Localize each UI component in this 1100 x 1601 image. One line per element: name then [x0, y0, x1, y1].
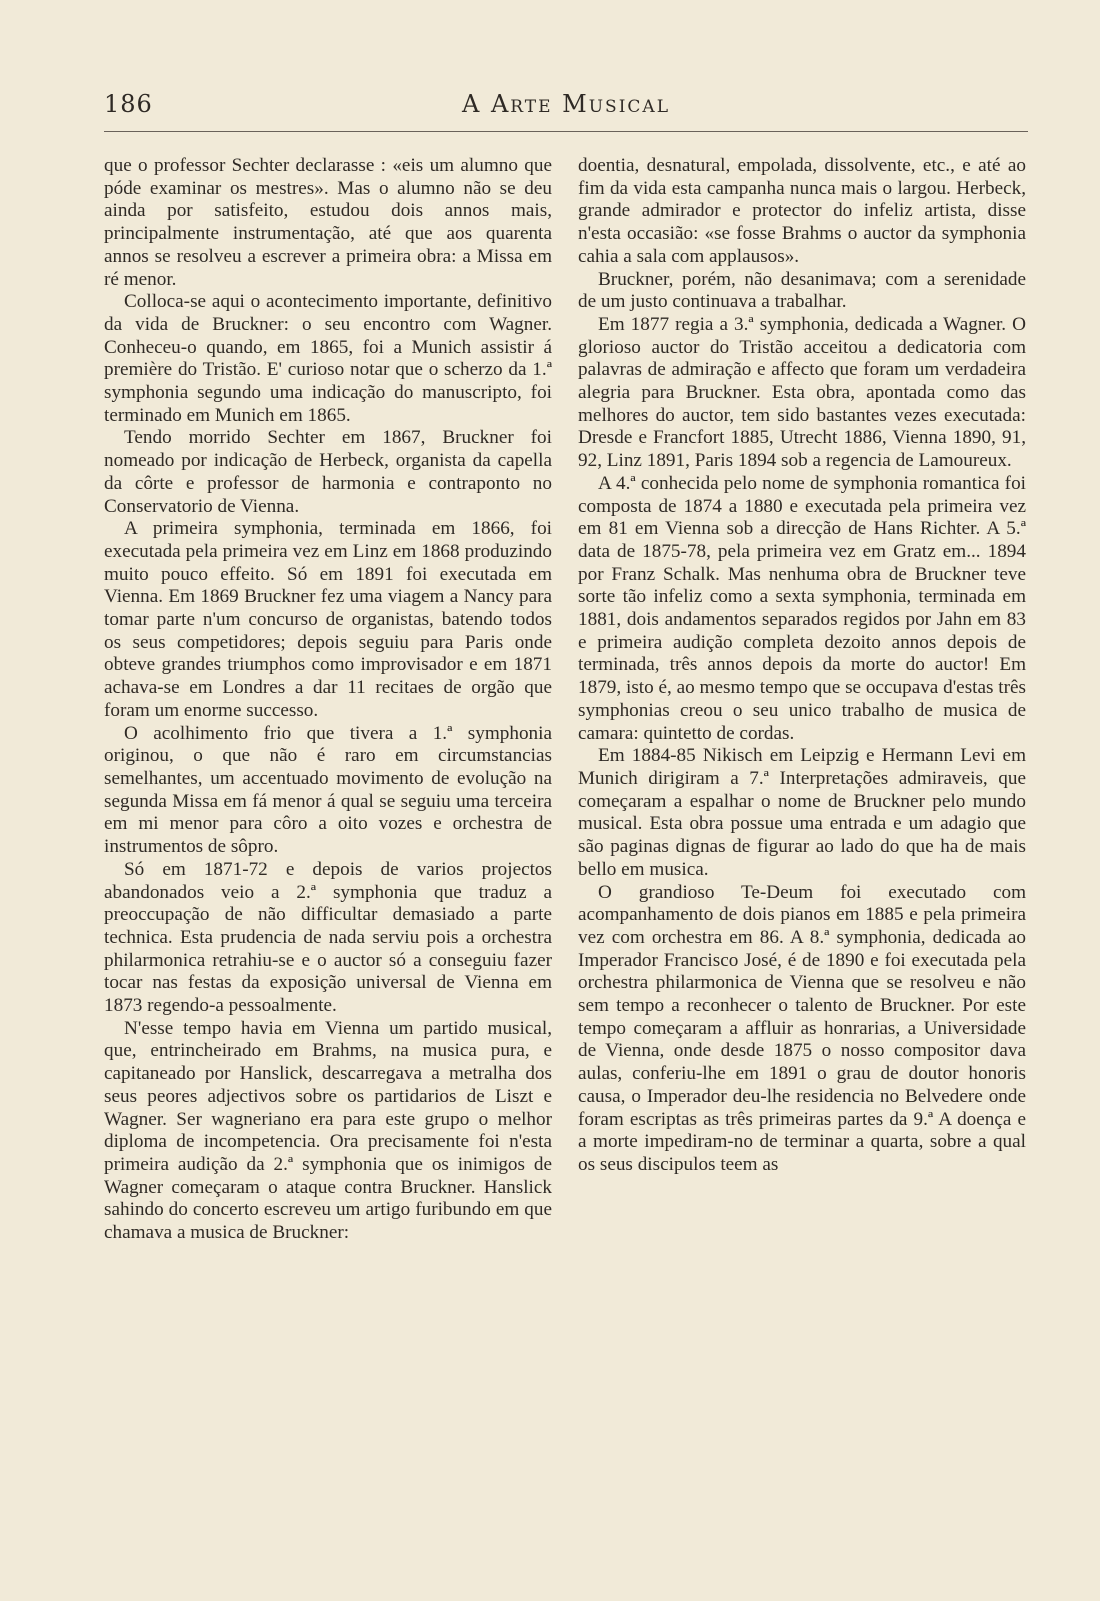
right-column: [578, 155, 1026, 1177]
left-column: [104, 155, 552, 1245]
paragraph: Bruckner, porém, não desanimava; com a serenidade de um justo continuava a trabalhar.: [578, 268, 1026, 313]
paragraph: A 4.ª conhecida pelo nome de symphonia romantica foi composta de 1874 a 1880 e executada pela primeira vez em 81 em Vienna sob a direcção de Hans Richter. A 5.ª data de 1875-78, pela primeira vez em Gratz em... 1894 por Franz Schalk. Mas nenhuma obra de Bruckner teve sorte tão infeliz como a sexta symphonia, terminada em 1881, dois andamentos separados regidos por Jahn em 83 e primeira audição completa dezoito annos depois de terminada, três annos depois da morte do auctor! Em 1879, isto é, ao mesmo tempo que se occupava d'estas três symphonias creou o seu unico trabalho de musica de camara: quintetto de cordas.: [578, 472, 1026, 744]
page-number: 186: [104, 90, 153, 118]
paragraph: Em 1884-85 Nikisch em Leipzig e Hermann Levi em Munich dirigiram a 7.ª Interpretações admiraveis, que começaram a espalhar o nome de Bruckner pelo mundo musical. Esta obra possue uma entrada e um adagio que são paginas dignas de figurar ao lado do que ha de mais bello em musica.: [578, 745, 1026, 880]
paragraph: Tendo morrido Sechter em 1867, Bruckner foi nomeado por indicação de Herbeck, organista da capella da côrte e professor de harmonia e contraponto no Conservatorio de Vienna.: [104, 427, 552, 517]
paragraph: que o professor Sechter declarasse : «eis um alumno que póde examinar os mestres». Mas o alumno não se deu ainda por satisfeito, estudou dois annos mais, principalmente instrumentação, até que aos quarenta annos se resolveu a escrever a primeira obra: a Missa em ré menor.: [104, 155, 552, 290]
header-rule: [104, 131, 1028, 132]
paragraph: O acolhimento frio que tivera a 1.ª symphonia originou, o que não é raro em circumstancias semelhantes, um accentuado movimento de evolução na segunda Missa em fá menor á qual se seguiu uma terceira em mi menor para côro a oito vozes e orchestra de instrumentos de sôpro.: [104, 722, 552, 858]
running-title: A Arte Musical: [461, 90, 670, 118]
paragraph: Em 1877 regia a 3.ª symphonia, dedicada a Wagner. O glorioso auctor do Tristão acceitou a dedicatoria com palavras de admiração e affecto que foram um verdadeira alegria para Bruckner. Esta obra, apontada como das melhores do auctor, tem sido bastantes vezes executada: Dresde e Francfort 1885, Utrecht 1886, Vienna 1890, 91, 92, Linz 1891, Paris 1894 sob a regencia de Lamoureux.: [578, 313, 1026, 472]
page-header: [104, 90, 1028, 130]
paragraph: doentia, desnatural, empolada, dissolvente, etc., e até ao fim da vida esta campanha nunca mais o largou. Herbeck, grande admirador e protector do infeliz artista, disse n'esta occasião: «se fosse Brahms o auctor da symphonia cahia a sala com applausos».: [578, 155, 1026, 267]
paragraph: Colloca-se aqui o acontecimento importante, definitivo da vida de Bruckner: o seu encontro com Wagner. Conheceu-o quando, em 1865, foi a Munich assistir á première do Tristão. E' curioso notar que o scherzo da 1.ª symphonia segundo uma indicação do manuscripto, foi terminado em Munich em 1865.: [104, 291, 552, 426]
paragraph: A primeira symphonia, terminada em 1866, foi executada pela primeira vez em Linz em 1868 produzindo muito pouco effeito. Só em 1891 foi executada em Vienna. Em 1869 Bruckner fez uma viagem a Nancy para tomar parte n'um concurso de organistas, batendo todos os seus competidores; depois seguiu para Paris onde obteve grandes triumphos como improvisador e em 1871 achava-se em Londres a dar 11 recitaes de orgão que foram um enorme successo.: [104, 518, 552, 721]
paragraph: N'esse tempo havia em Vienna um partido musical, que, entrincheirado em Brahms, na musica pura, e capitaneado por Hanslick, descarregava a metralha dos seus peores adjectivos sobre os partidarios de Liszt e Wagner. Ser wagneriano era para este grupo o melhor diploma de incompetencia. Ora precisamente foi n'esta primeira audição da 2.ª symphonia que os inimigos de Wagner começaram o ataque contra Bruckner. Hanslick sahindo do concerto escreveu um artigo furibundo em que chamava a musica de Bruckner:: [104, 1017, 552, 1244]
paragraph: O grandioso Te-Deum foi executado com acompanhamento de dois pianos em 1885 e pela primeira vez com orchestra em 86. A 8.ª symphonia, dedicada ao Imperador Francisco José, é de 1890 e foi executada pela orchestra philarmonica de Vienna que se resolveu e não sem tempo a reconhecer o talento de Bruckner. Por este tempo começaram a affluir as honrarias, a Universidade de Vienna, onde desde 1875 o nosso compositor dava aulas, conferiu-lhe em 1891 o grau de doutor honoris causa, o Imperador deu-lhe residencia no Belvedere onde foram escriptas as três primeiras partes da 9.ª A doença e a morte impediram-no de terminar a quarta, sobre a qual os seus discipulos teem as: [578, 881, 1026, 1175]
paragraph: Só em 1871-72 e depois de varios projectos abandonados veio a 2.ª symphonia que traduz a preoccupação de não difficultar demasiado a parte technica. Esta prudencia de nada serviu pois a orchestra philarmonica retrahiu-se e o auctor só a conseguiu fazer tocar nas festas da exposição universal de Vienna em 1873 regendo-a pessoalmente.: [104, 858, 552, 1017]
